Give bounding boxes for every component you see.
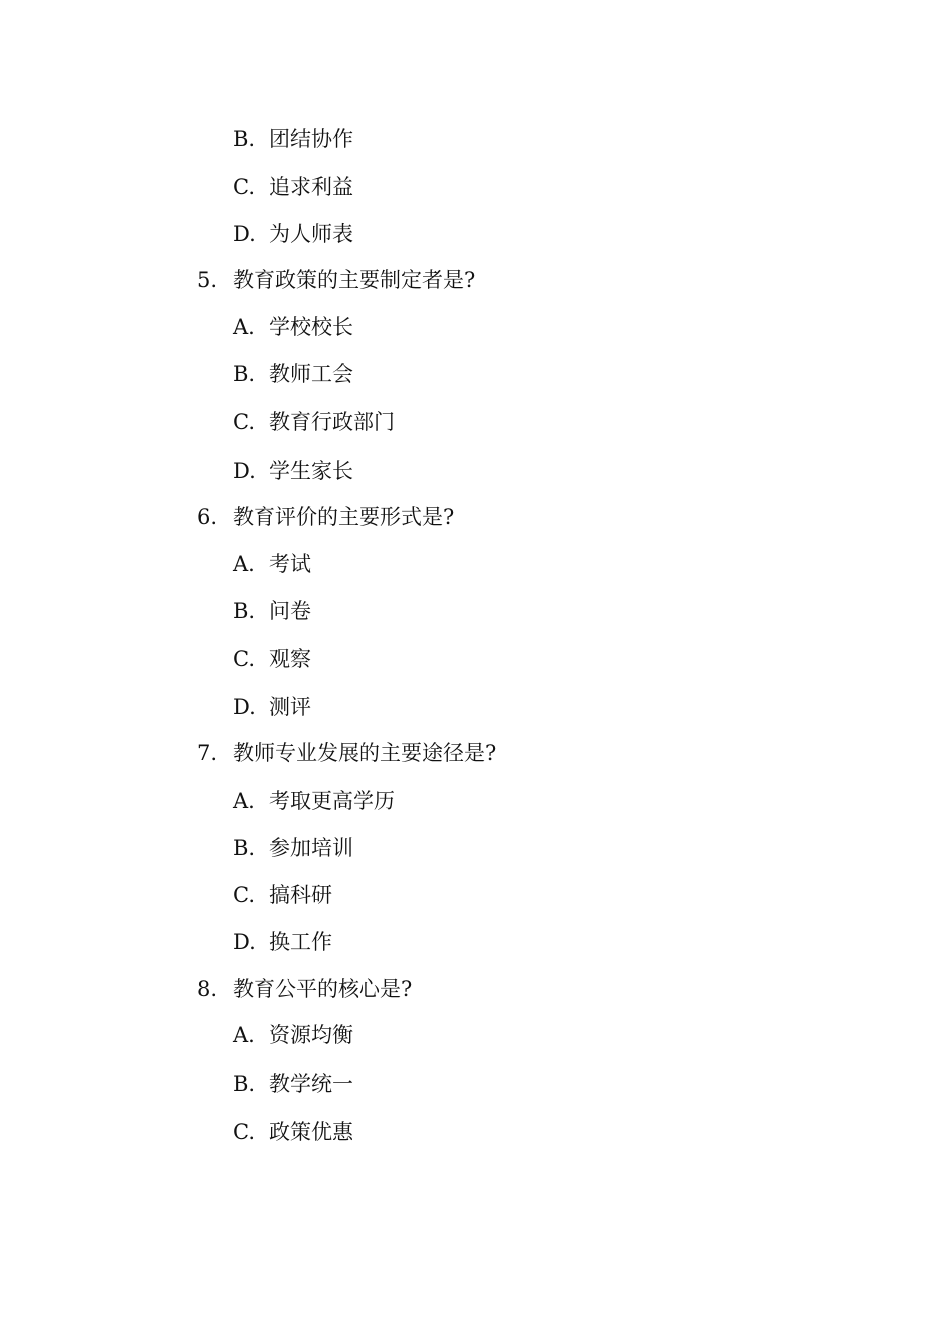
option-text: 教育行政部门 (269, 410, 395, 434)
option-text: 资源均衡 (269, 1023, 353, 1047)
option-marker: D. (233, 459, 256, 483)
option-d (233, 693, 311, 721)
option-text: 考取更高学历 (269, 789, 395, 813)
option-text: 追求利益 (269, 175, 353, 199)
question-text: 教师专业发展的主要途径是? (233, 741, 497, 765)
question-5 (197, 266, 475, 294)
question-number: 5. (197, 268, 218, 292)
option-marker: C. (233, 647, 255, 671)
option-c (233, 408, 395, 436)
option-text: 观察 (269, 647, 311, 671)
option-marker: B. (233, 836, 256, 860)
question-text: 教育评价的主要形式是? (233, 505, 455, 529)
option-text: 政策优惠 (269, 1120, 353, 1144)
option-marker: B. (233, 362, 256, 386)
option-b (233, 834, 353, 862)
option-marker: A. (233, 552, 255, 576)
option-text: 团结协作 (269, 127, 353, 151)
question-8 (197, 975, 412, 1003)
option-marker: C. (233, 883, 255, 907)
option-marker: B. (233, 599, 256, 623)
option-a (233, 787, 395, 815)
option-text: 教学统一 (269, 1072, 353, 1096)
question-7 (197, 739, 496, 767)
question-6 (197, 503, 454, 531)
option-d (233, 928, 332, 956)
option-b (233, 597, 311, 625)
question-number: 7. (197, 741, 218, 765)
question-number: 8. (197, 977, 218, 1001)
option-c (233, 173, 353, 201)
option-a (233, 550, 311, 578)
question-text: 教育公平的核心是? (233, 977, 413, 1001)
option-b (233, 1070, 353, 1098)
option-text: 为人师表 (269, 222, 353, 246)
option-text: 参加培训 (269, 836, 353, 860)
option-a (233, 1021, 353, 1049)
option-c (233, 1118, 353, 1146)
option-c (233, 645, 311, 673)
option-marker: A. (233, 315, 255, 339)
option-a (233, 313, 353, 341)
question-number: 6. (197, 505, 218, 529)
option-marker: C. (233, 1120, 255, 1144)
option-marker: D. (233, 695, 256, 719)
option-marker: A. (233, 1023, 255, 1047)
option-text: 教师工会 (269, 362, 353, 386)
option-marker: D. (233, 930, 256, 954)
option-text: 问卷 (269, 599, 311, 623)
option-text: 搞科研 (269, 883, 332, 907)
option-text: 学校校长 (269, 315, 353, 339)
option-text: 学生家长 (269, 459, 353, 483)
option-c (233, 881, 332, 909)
option-b (233, 360, 353, 388)
option-d (233, 220, 353, 248)
option-marker: C. (233, 410, 255, 434)
question-text: 教育政策的主要制定者是? (233, 268, 476, 292)
option-d (233, 457, 353, 485)
option-marker: D. (233, 222, 256, 246)
option-marker: B. (233, 1072, 256, 1096)
option-text: 考试 (269, 552, 311, 576)
option-marker: B. (233, 127, 256, 151)
option-text: 换工作 (269, 930, 332, 954)
option-text: 测评 (269, 695, 311, 719)
option-marker: C. (233, 175, 255, 199)
option-b (233, 125, 353, 153)
option-marker: A. (233, 789, 255, 813)
